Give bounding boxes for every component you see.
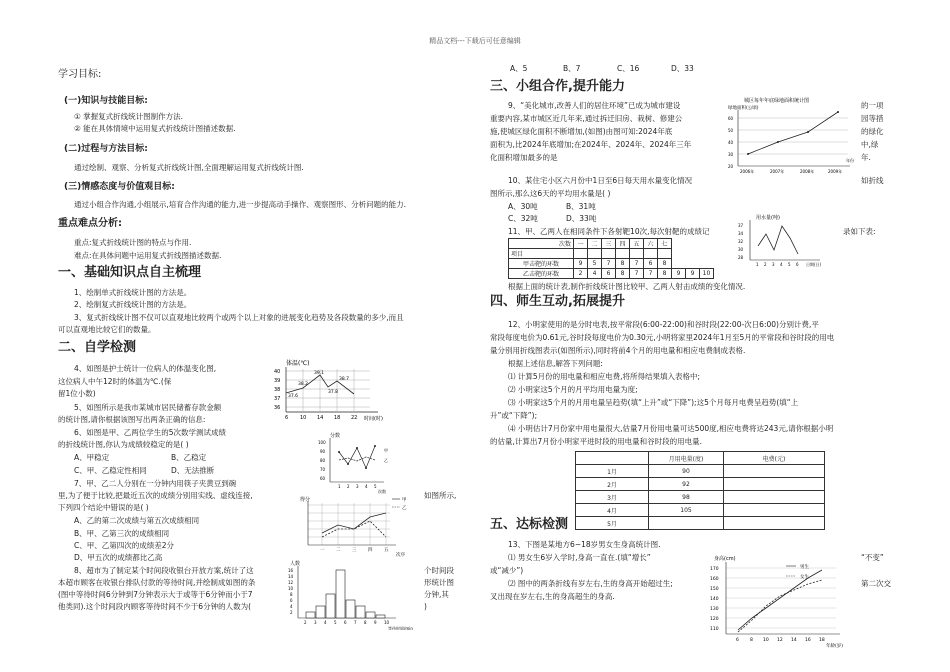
table-row: 乙击靶的环数 2 4 6 8 7 7 8 9 9 10 <box>509 269 714 279</box>
q6-option-a: A、甲稳定 <box>74 453 110 462</box>
goal-3-item: 通过小组合作沟通,小组展示,培育合作沟通的能力,进一步提高动手操作、观察图形、分析问题的能力. <box>74 200 407 209</box>
q6-point <box>347 463 349 465</box>
q8-ytick: 4 <box>290 604 293 609</box>
q10-xlabel: 日期(日) <box>806 262 822 267</box>
q6-option-c: C、甲、乙稳定性相同 <box>74 466 147 475</box>
score-chart-q6 <box>318 430 398 494</box>
section-4-heading: 四、师生互动,拓展提升 <box>490 294 625 309</box>
q6-line2: 的折线统计图,你认为成绩较稳定的是( ) <box>58 440 189 449</box>
q12-line7: ⑶ 小明家这5个月的月用电量呈趋势(填“上升”或“下降”);这5个月每月电费呈趋势(填“上 <box>508 398 799 407</box>
q13-ytick: 110 <box>710 627 719 632</box>
goal-3-heading: (三)情感态度与价值观目标: <box>64 182 175 192</box>
goal-2-item: 通过绘制、观察、分析复式折线统计图,全面理解运用复式折线统计图. <box>74 163 304 172</box>
q10-xtick: 2 <box>764 262 767 267</box>
section-1-heading: 一、基础知识点自主梳理 <box>58 265 202 280</box>
q7-line3: 下列四个结论中错误的是( ) <box>58 503 149 512</box>
q13-line3: 或“减少”) <box>490 566 524 575</box>
q7-xtick: 五 <box>384 548 389 553</box>
q8-xlabel: 等待时间/min <box>388 626 413 630</box>
table-head-cell: 七 <box>658 239 672 249</box>
q9-line4-tail: 中,绿 <box>861 140 879 149</box>
q8-line2: 本超市顾客在收银台排队付款的等待时间,并绘制成如图的条 <box>58 578 256 587</box>
q12-line1: 12、小明家使用的是分时电表,按平常段(6:00-22:00)和谷时段(22:00-次日6:00)分别计费,平 <box>508 320 819 329</box>
q9-ytick: 60 <box>728 116 734 121</box>
table-row: 1月 90 <box>576 465 825 478</box>
q13-ytick: 170 <box>710 567 719 572</box>
temp-ylabel: 体温(℃) <box>286 360 310 367</box>
temp-value: 37.8 <box>328 390 339 395</box>
temp-xtick: 10 <box>300 415 307 421</box>
table-row: 3月 98 <box>576 491 825 504</box>
q13-line5: 叉出现在岁左右,生的身高超生的身高. <box>490 592 615 601</box>
q13-line1: 13、下图是某地方6~18岁男女生身高统计图. <box>508 540 661 549</box>
table-head-cell: 四 <box>616 239 630 249</box>
table-row-label: 乙击靶的环数 <box>509 269 574 279</box>
q13-xtick: 12 <box>777 638 783 643</box>
q9-line5-tail: 年. <box>861 153 871 162</box>
q10-line1-tail: 如折线 <box>861 176 884 185</box>
q4-line1: 4、如图是护士统计一位病人的体温变化图, <box>74 364 217 373</box>
goal-1-item-b: ② 能在具体情境中运用复式折线统计图描述数据. <box>74 124 236 133</box>
temp-xtick: 22 <box>351 415 358 421</box>
temp-ytick: 36 <box>274 405 281 411</box>
q10-xtick: 1 <box>756 262 759 267</box>
q13-line2: ⑴ 男女生6岁入学时,身高一直在.(填“增长” <box>508 553 651 562</box>
q10-option-b: B、31吨 <box>566 202 596 211</box>
q13-legend-girls: 女生 <box>800 575 809 580</box>
q5-line1: 5、如图所示是我市某城市居民储蓄存款金额 <box>74 403 222 412</box>
q12-line8: 升”或“下降”); <box>490 411 538 420</box>
green-area-chart <box>724 96 860 180</box>
temperature-chart <box>270 357 398 423</box>
q9-xtick: 2006年 <box>740 169 755 174</box>
q7-option-b: B、甲、乙第三次的成绩相同 <box>74 529 170 538</box>
q12-line4: 根据上述信息,解答下列问题: <box>508 359 603 368</box>
temp-ytick: 38 <box>274 387 281 393</box>
q8-line3-tail: 分钟,其 <box>424 590 449 599</box>
q9-xtick: 2008年 <box>800 169 815 174</box>
q10-line <box>758 226 798 254</box>
key-points-title: 重点难点分析: <box>58 218 122 229</box>
q9-title: 城区每年年底绿地面积统计图 <box>744 98 810 104</box>
q8-xtick: 4 <box>324 620 327 625</box>
q8-bar <box>356 606 365 618</box>
q6-option-b: B、乙稳定 <box>171 453 207 462</box>
q7-xtick: 二 <box>336 548 341 553</box>
q6-point <box>338 451 340 453</box>
q7-line2-tail: 如图所示, <box>424 491 457 500</box>
q9-line2-tail: 园等措 <box>861 114 884 123</box>
water-usage-chart <box>734 212 844 272</box>
q8-line1-tail: 个时间段 <box>424 566 454 575</box>
q8-bar <box>346 600 355 618</box>
section-5-heading: 五、达标检测 <box>490 517 569 532</box>
q6-xtick: 4 <box>365 484 368 489</box>
q8-xtick: 6 <box>344 620 347 625</box>
q10-ytick: 30 <box>738 247 744 252</box>
table-row: 甲击靶的环数 9 5 7 8 7 6 8 <box>509 259 714 269</box>
q6-ytick: 100 <box>318 440 326 445</box>
q9-line3: 施,使城区绿化面积不断增加,(如图)由图可知:2024年底 <box>490 127 673 136</box>
table-head-cell: 五 <box>630 239 644 249</box>
q7-legend-yi: 乙 <box>402 506 407 511</box>
q1: 1、绘制单式折线统计图的方法是。 <box>74 288 192 297</box>
q6-xtick: 3 <box>356 484 359 489</box>
temp-ytick: 39 <box>274 378 281 384</box>
q8-xtick: 2 <box>304 620 307 625</box>
q13-line-boys <box>738 570 822 630</box>
q8-option-d: D、33 <box>671 64 694 73</box>
q6-point <box>365 467 367 469</box>
q9-line1: 9、“美化城市,改善人们的居住环境”已成为城市建设 <box>508 101 681 110</box>
q9-ylabel: 绿地面积(公顷) <box>728 106 759 111</box>
q6-line-jia <box>339 446 375 468</box>
q13-line2-tail: “不变” <box>861 553 884 562</box>
q13-xtick: 14 <box>791 638 797 643</box>
q10-line2: 图所示,那么这6天的平均用水量是( ) <box>490 189 611 198</box>
q7-ylabel: 得分 <box>300 497 311 503</box>
q8-xtick: 8 <box>364 620 367 625</box>
q12-line6: ⑵ 小明家这5个月的月平均用电量为度; <box>508 385 638 394</box>
q7-line1: 7、甲、乙二人分别在一分钟内用筷子夹黄豆到碗 <box>74 479 237 488</box>
q3-line2: 可以直观地比较它们的数量。 <box>58 325 156 334</box>
q8-bar <box>306 612 315 618</box>
q8-bar <box>316 606 325 618</box>
q8-bar <box>336 570 345 618</box>
q12-line3: 量分别用折线图表示(如图所示),同时将前4个月的用电量和相应电费制成表格. <box>490 346 746 355</box>
q11-line1: 11、甲、乙两人在相同条件下各射靶10次,每次射靶的成绩记 <box>508 227 710 236</box>
q8-ytick: 14 <box>288 574 294 579</box>
q10-ytick: 32 <box>738 239 744 244</box>
q10-option-d: D、33吨 <box>566 214 597 223</box>
q7-xtick: 一 <box>320 548 325 553</box>
key-point: 重点:复式折线统计图的特点与作用. <box>74 238 192 247</box>
q7-legend-jia: 甲 <box>402 498 407 503</box>
q8-line2-tail: 形统计图 <box>424 578 454 587</box>
height-chart <box>700 552 850 648</box>
q9-xunit: 年份 <box>846 158 854 163</box>
q13-xtick: 10 <box>763 638 769 643</box>
q8-xtick: 7 <box>354 620 357 625</box>
objectives-title: 学习目标: <box>58 69 102 80</box>
q9-line3-tail: 的绿化 <box>861 127 884 136</box>
q6-xtick: 5 <box>374 484 377 489</box>
q9-xtick: 2009年 <box>828 169 843 174</box>
temp-xtick: 14 <box>317 415 324 421</box>
q9-ytick: 20 <box>728 164 734 169</box>
q13-xtick: 16 <box>805 638 811 643</box>
q8-option-a: A、5 <box>510 64 528 73</box>
q13-ytick: 140 <box>710 597 719 602</box>
table-head-cell: 三 <box>602 239 616 249</box>
table-col-head: 次数 <box>509 239 574 249</box>
q6-ytick: 80 <box>320 458 326 463</box>
table-row: 2月 92 <box>576 478 825 491</box>
q9-ytick: 40 <box>728 140 734 145</box>
section-2-heading: 二、自学检测 <box>58 340 137 355</box>
table-row-head: 项目 <box>509 249 574 259</box>
q4-line3: 留1位小数) <box>58 389 96 398</box>
q6-ytick: 70 <box>320 467 326 472</box>
temp-value: 37.6 <box>288 394 299 399</box>
table-row: 4月 105 <box>576 504 825 517</box>
q8-bars <box>306 570 385 618</box>
q6-line1: 6、如图是甲、乙两位学生的5次数学测试成绩 <box>74 428 227 437</box>
temp-value: 39.1 <box>314 371 325 376</box>
q6-legend-jia: 甲 <box>384 448 388 453</box>
goal-2-heading: (二)过程与方法目标: <box>64 144 148 154</box>
q13-xtick: 8 <box>750 638 753 643</box>
q8-bar <box>326 594 335 618</box>
q7-xlabel: 次序 <box>396 553 405 557</box>
q10-xtick: 5 <box>788 262 791 267</box>
q10-ytick: 34 <box>738 231 744 236</box>
q9-point <box>837 111 839 113</box>
q10-xtick: 4 <box>780 262 783 267</box>
q7-line2: 里,为了便于比较,把最近五次的成绩分别用实线、虚线连接, <box>58 491 253 500</box>
table-head-cell: 一 <box>574 239 588 249</box>
elec-header-fee: 电费(元) <box>724 452 825 465</box>
section-3-heading: 三、小组合作,提升能力 <box>490 79 625 94</box>
q7-option-a: A、乙的第二次成绩与第五次成绩相同 <box>74 516 200 525</box>
q9-ytick: 30 <box>728 152 734 157</box>
difficult-point: 难点:在具体问题中运用复式折线图描述数据. <box>74 251 222 260</box>
q13-xtick: 18 <box>819 638 825 643</box>
goal-1-item-a: ① 掌握复式折线统计图制作方法. <box>74 112 183 121</box>
electricity-table <box>575 451 825 530</box>
q8-option-b: B、7 <box>563 64 581 73</box>
q8-bar <box>376 615 385 618</box>
q13-xlabel: 年龄(岁) <box>826 644 844 648</box>
q9-point <box>807 131 809 133</box>
q8-ytick: 10 <box>288 586 294 591</box>
temp-xlabel: 时间(时) <box>364 416 383 422</box>
q8-xtick: 10 <box>384 620 390 625</box>
temp-ytick: 37 <box>274 396 281 402</box>
q6-ylabel: 分数 <box>330 433 341 439</box>
q9-line2: 重要内容,某市城区近几年来,通过拆迁旧房、栽树、修建公 <box>490 114 683 123</box>
q6-xlabel: 次数 <box>378 489 386 494</box>
temp-ytick: 40 <box>274 369 281 375</box>
q9-point <box>777 141 779 143</box>
q12-line2: 常段每度电价为0.61元,谷时段每度电价为0.30元,小明将家里2024年1月至5月的平常段和谷时段的用电 <box>490 333 835 342</box>
q13-xtick: 6 <box>736 638 739 643</box>
q10-option-a: A、30吨 <box>508 202 538 211</box>
q13-line-girls <box>738 580 822 632</box>
temp-xtick: 18 <box>334 415 341 421</box>
q6-ytick: 60 <box>320 476 326 481</box>
q10-line1: 10、某住宅小区六月份中1日至6日每天用水量变化情况 <box>508 176 693 185</box>
q2: 2、绘制复式折线统计图的方法是。 <box>74 300 192 309</box>
q8-line3: (图中等待时间6分钟到7分钟表示大于或等于6分钟而小于7 <box>58 590 253 599</box>
q13-line4-tail: 第二次交 <box>861 579 891 588</box>
q10-xtick: 6 <box>796 262 799 267</box>
q12-line10: 的估量,计算出7月份小明家平进时段的用电量和谷时段的用电量. <box>490 437 703 446</box>
temp-value: 38.2 <box>298 382 309 387</box>
q13-ytick: 160 <box>710 577 719 582</box>
q13-ytick: 130 <box>710 607 719 612</box>
shooting-table <box>508 238 714 279</box>
q7-xtick: 三 <box>352 548 357 553</box>
goal-1-heading: (一)知识与技能目标: <box>64 96 148 106</box>
q6-point <box>356 447 358 449</box>
q13-line4: ⑵ 图中的两条折线有岁左右,生的身高开始超过生; <box>508 579 673 588</box>
score-chart-q7 <box>298 493 418 557</box>
q8-ytick: 8 <box>290 592 293 597</box>
q6-legend-yi: 乙 <box>384 458 388 463</box>
q10-ytick: 37 <box>738 223 744 228</box>
q8-option-c: C、16 <box>617 64 640 73</box>
q10-option-c: C、32吨 <box>508 214 538 223</box>
wait-time-bar-chart <box>284 558 424 630</box>
q8-ylabel: 人数 <box>290 561 301 567</box>
q9-ytick: 50 <box>728 128 734 133</box>
q10-ylabel: 用水量(吨) <box>756 215 780 221</box>
q7-option-c: C、甲、乙第四次的成绩差2分 <box>74 541 175 550</box>
table-head-cell: 六 <box>644 239 658 249</box>
q9-line1-tail: 的一项 <box>861 101 884 110</box>
q6-xtick: 2 <box>347 484 350 489</box>
q8-ytick: 16 <box>288 568 294 573</box>
q13-ytick: 120 <box>710 617 719 622</box>
q8-bar <box>366 612 375 618</box>
elec-header-usage: 月用电量(度) <box>649 452 724 465</box>
q8-xtick: 9 <box>374 620 377 625</box>
q6-ytick: 90 <box>320 449 326 454</box>
q4-line2: 这位病人中午12时的体温为℃.(保 <box>58 377 172 386</box>
q12-line5: ⑴ 计算5月份的用电量和相应电费,将所得结果填入表格中; <box>508 372 701 381</box>
q8-xtick: 5 <box>334 620 337 625</box>
q8-xtick: 3 <box>314 620 317 625</box>
q11-line2: 根据上面的统计表,制作折线统计图比较甲、乙两人射击成绩的变化情况. <box>508 282 746 291</box>
q9-point <box>747 153 749 155</box>
q6-option-d: D、无法推断 <box>171 466 215 475</box>
temp-value: 38.7 <box>339 377 350 382</box>
q9-line4: 面积为,比2024年底增加;在2024年、2024年、2024年三年 <box>490 140 692 149</box>
q13-legend-boys: 男生 <box>800 565 809 570</box>
q13-ylabel: 身高(cm) <box>714 556 736 562</box>
q12-line9: ⑷ 小明估计7月份家中用电量很大,估量7月份用电量可达500度,相应电费将达243元,请你根据小明 <box>508 424 834 433</box>
q8-line4: 他类同).这个时间段内顾客等待时间不少于6分钟的人数为( <box>58 602 252 611</box>
q13-ytick: 150 <box>710 587 719 592</box>
q9-line <box>748 112 838 154</box>
table-row-label: 甲击靶的环数 <box>509 259 574 269</box>
q6-point <box>374 445 376 447</box>
q3-line1: 3、复式折线统计图不仅可以直观地比较两个或两个以上对象的进展变化趋势及各段数量的多少,而且 <box>74 313 404 322</box>
q9-line5: 化面积增加最多的是 <box>490 153 558 162</box>
table-row: 5月 <box>576 517 825 530</box>
q6-xtick: 1 <box>338 484 341 489</box>
q10-xtick: 3 <box>772 262 775 267</box>
page-header: 精品文档---下载后可任意编辑 <box>429 37 521 45</box>
q5-line2: 的统计图,请你根据该图写出两条正确的信息: <box>58 415 206 424</box>
q7-option-d: D、甲五次的成绩都比乙高 <box>74 553 163 562</box>
q8-ytick: 6 <box>290 598 293 603</box>
q8-line4-tail: ) <box>424 602 427 611</box>
q8-line1: 8、超市为了制定某个时间段收银台开放方案,统计了这 <box>74 566 254 575</box>
q8-ytick: 2 <box>290 610 293 615</box>
q11-line1-tail: 录如下表: <box>843 227 876 236</box>
q9-xtick: 2007年 <box>770 169 785 174</box>
table-head-cell: 二 <box>588 239 602 249</box>
q10-ytick: 28 <box>738 255 744 260</box>
temp-xtick: 6 <box>285 415 289 421</box>
q8-ytick: 12 <box>288 580 294 585</box>
q7-xtick: 四 <box>368 548 373 553</box>
